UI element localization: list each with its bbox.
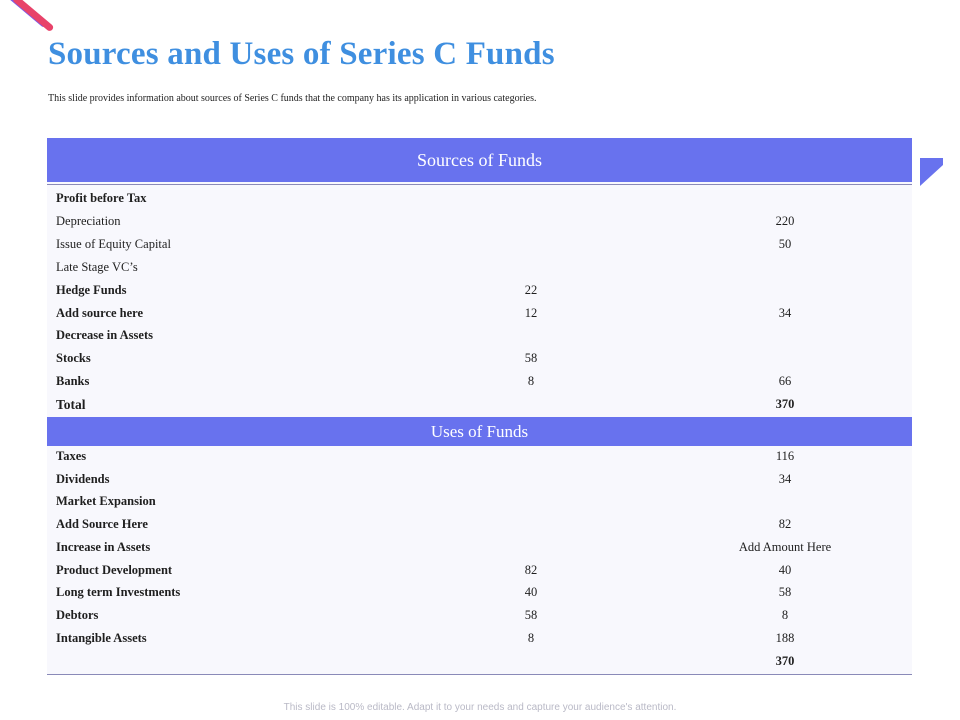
table-row — [47, 491, 912, 513]
row-label: Add Source Here — [56, 517, 148, 531]
cell-value: 34 — [778, 306, 792, 320]
table-row — [47, 628, 912, 650]
table-row — [47, 348, 912, 370]
page-title: Sources and Uses of Series C Funds — [48, 36, 555, 72]
cell-value: 188 — [775, 631, 795, 645]
table-row — [47, 234, 912, 256]
uses-of-funds-header: Uses of Funds — [47, 417, 912, 446]
table-row — [47, 560, 912, 582]
total-label: Total — [56, 397, 86, 412]
table-row — [47, 211, 912, 233]
cell-value: 8 — [527, 374, 535, 388]
row-label: Depreciation — [56, 214, 121, 228]
total-row — [47, 394, 912, 416]
row-label: Decrease in Assets — [56, 328, 153, 342]
page-subtitle: This slide provides information about sources of Series C funds that the company has its application in various categories. — [48, 93, 537, 104]
deco-stripe-pink — [12, 0, 55, 32]
row-label: Profit before Tax — [56, 191, 147, 205]
row-label: Intangible Assets — [56, 631, 147, 645]
cell-value: 8 — [527, 631, 535, 645]
row-label: Stocks — [56, 351, 91, 365]
table-row — [47, 537, 912, 559]
table-row — [47, 280, 912, 302]
cell-value: 40 — [524, 585, 538, 599]
footer-note: This slide is 100% editable. Adapt it to your needs and capture your audience's attention. — [283, 702, 677, 713]
cell-value: 82 — [778, 517, 792, 531]
funds-table — [47, 138, 912, 675]
row-label: Issue of Equity Capital — [56, 237, 171, 251]
cell-value: 40 — [778, 563, 792, 577]
cell-value: 8 — [781, 608, 789, 622]
table-row — [47, 325, 912, 347]
total-row — [47, 651, 912, 673]
cell-value: 58 — [778, 585, 792, 599]
cell-value: 58 — [524, 608, 538, 622]
total-value: 370 — [775, 397, 795, 411]
cell-value: Add Amount Here — [738, 540, 832, 554]
table-row — [47, 257, 912, 279]
cell-value: 58 — [524, 351, 538, 365]
table-row — [47, 514, 912, 536]
row-label: Taxes — [56, 449, 87, 463]
row-label: Late Stage VC’s — [56, 260, 138, 274]
table-row — [47, 469, 912, 491]
cell-value: 220 — [775, 214, 795, 228]
table-row — [47, 582, 912, 604]
table-row — [47, 188, 912, 210]
table-row — [47, 446, 912, 468]
row-label: Debtors — [56, 608, 99, 622]
cell-value: 50 — [778, 237, 792, 251]
table-row — [47, 371, 912, 393]
cell-value: 82 — [524, 563, 538, 577]
row-label: Increase in Assets — [56, 540, 151, 554]
cell-value: 12 — [524, 306, 538, 320]
cell-value: 34 — [778, 472, 792, 486]
sources-of-funds-header: Sources of Funds — [47, 138, 912, 182]
row-label: Market Expansion — [56, 494, 156, 508]
row-label: Add source here — [56, 306, 144, 320]
cell-value: 116 — [775, 449, 795, 463]
cell-value: 22 — [524, 283, 538, 297]
row-label: Hedge Funds — [56, 283, 127, 297]
total-value: 370 — [775, 654, 795, 668]
cell-value: 66 — [778, 374, 792, 388]
table-row — [47, 303, 912, 325]
corner-tab-decoration — [920, 158, 943, 186]
row-label: Banks — [56, 374, 90, 388]
row-label: Long term Investments — [56, 585, 181, 599]
header-divider — [47, 184, 912, 185]
row-label: Product Development — [56, 563, 173, 577]
table-row — [47, 605, 912, 627]
row-label: Dividends — [56, 472, 110, 486]
